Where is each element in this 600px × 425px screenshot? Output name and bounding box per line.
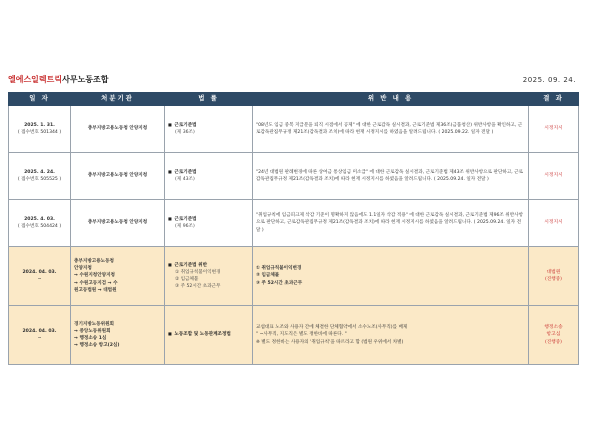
cell-agency xyxy=(71,306,165,365)
square-bullet-icon: ■ xyxy=(168,121,172,127)
cell-date xyxy=(9,153,71,200)
case-number: ( 접수번호 505525 ) xyxy=(17,177,62,182)
case-number: ( 접수번호 504424 ) xyxy=(17,224,62,229)
date-range-mark: ~ xyxy=(37,336,42,341)
date-text: 2025. 1. 31. xyxy=(24,122,55,128)
table-row xyxy=(9,200,579,247)
column-header-result: 결 과 xyxy=(529,93,579,106)
column-header-date: 일 자 xyxy=(9,93,71,106)
column-header-law: 법 률 xyxy=(165,93,253,106)
cell-result xyxy=(529,306,579,365)
agency-line: 충부지방고용노동청 xyxy=(74,259,114,265)
law-item: 근로기준법 위반 xyxy=(174,262,208,268)
document-date: 2025. 09. 24. xyxy=(522,76,576,84)
cell-violation: "24년 대법원 판례변경에 따른 상여금 통상임금 미소급" 에 대한 근로감독 실시결과, 근로기준법 제43조 위반사항으로 판단하고, 근로감독관집무규정 제21조(감독결과 조치)에 따라 현재 시정지시를 하였음을 알려드립니다. ( 2025.09.24. 일자 전달 ) xyxy=(253,153,529,200)
case-number: ( 접수번호 501344 ) xyxy=(17,130,62,135)
agency-line: 원고등법원 → 대법원 xyxy=(74,287,117,293)
cell-law xyxy=(165,200,253,247)
square-bullet-icon: ■ xyxy=(168,215,172,221)
violation-item: ① 취업규칙불이익변경 xyxy=(256,266,302,272)
cell-date xyxy=(9,200,71,247)
violation-item: ② 임금체불 xyxy=(256,273,280,279)
org-name-prefix: 엘에스일렉트릭 xyxy=(8,75,63,84)
law-article: (제 43조) xyxy=(175,177,195,182)
cell-violation xyxy=(253,306,529,365)
agency-line: 안양지청 xyxy=(74,266,92,272)
cell-result xyxy=(529,247,579,306)
cell-violation: "08년도 임금 중복 지급분을 퇴직 시점에서 공제" 에 대한 근로감독 실시결과, 근로기준법 제36조(금품청산) 위반사항을 확인하고, 근로감독관집무규정 제21조(감독결과 조치)에 따라 현재 시정지시를 하였음을 알려드립니다. ( 2025.09.22. 일자 전달 ) xyxy=(253,106,529,153)
law-item: ② 임금체불 xyxy=(175,277,199,282)
column-header-agency: 처분기관 xyxy=(71,93,165,106)
law-item: ① 취업규칙불이익변경 xyxy=(175,269,221,275)
law-name: 근로기준법 xyxy=(174,169,197,175)
cell-agency: 충부지방고용노동청 안양지청 xyxy=(71,200,165,247)
cell-result: 시정지시 xyxy=(529,153,579,200)
violation-item: 교섭대표 노조와 사용자 간에 체결한 단체협약에서 소수노조(사무직)를 배제 xyxy=(256,325,408,331)
law-name: 근로기준법 xyxy=(174,122,197,128)
cell-law xyxy=(165,306,253,365)
violation-item: ③ 주 52시간 초과근무 xyxy=(256,280,303,286)
law-name: 노동조합 및 노동관계조정법 xyxy=(174,332,231,338)
table-row xyxy=(9,306,579,365)
agency-line: → 수원고등지검 → 수 xyxy=(74,280,118,286)
result-status: (진행중) xyxy=(545,339,562,345)
date-text: 2025. 4. 03. xyxy=(24,216,55,222)
cell-result: 시정지시 xyxy=(529,106,579,153)
result-status: (진행중) xyxy=(545,277,562,283)
table-row xyxy=(9,153,579,200)
cell-violation xyxy=(253,247,529,306)
org-title xyxy=(8,74,108,85)
date-text: 2024. 04. 03. xyxy=(22,328,57,334)
cell-date xyxy=(9,247,71,306)
cell-law xyxy=(165,247,253,306)
agency-line: → 행정소송 1심 xyxy=(74,336,107,341)
cell-violation: "취업규칙에 임금피크제 삭감 기준이 명확하지 않음에도 1.1일자 삭감 적용" 에 대한 근로감독 실시결과, 근로기준법 제96조 위반사항으로 판단하고, 근로감독관집무규정 제21조(감독결과 조치)에 따라 현재 시정지시를 하였음을 알려드립니다. ( 2025.09.24. 일자 전달 ) xyxy=(253,200,529,247)
cell-date xyxy=(9,106,71,153)
law-article: (제 96조) xyxy=(175,224,195,229)
agency-line: → 중앙노동위원회 xyxy=(74,328,111,334)
violation-item: ※ 별도 정한바는 사용자의 '취업규칙'을 따르라고 함 (법원 우위에서 차별) xyxy=(256,339,404,345)
agency-line: → 수원지청안양지청 xyxy=(74,273,115,279)
date-range-mark: ~ xyxy=(37,277,42,282)
law-item: ③ 주 52시간 초과근무 xyxy=(175,284,221,290)
org-name-suffix: 사무노동조합 xyxy=(62,75,109,84)
agency-line: 경기지방노동위원회 xyxy=(74,321,114,327)
table-row xyxy=(9,106,579,153)
law-name: 근로기준법 xyxy=(174,216,197,222)
square-bullet-icon: ■ xyxy=(168,331,172,337)
law-article: (제 36조) xyxy=(175,130,195,135)
cell-agency: 충부지방고용노동청 안양지청 xyxy=(71,106,165,153)
table-row xyxy=(9,247,579,306)
table-header-row xyxy=(9,93,579,106)
cell-law xyxy=(165,153,253,200)
square-bullet-icon: ■ xyxy=(168,261,172,267)
column-header-violation: 위 반 내 용 xyxy=(253,93,529,106)
date-text: 2025. 4. 24. xyxy=(24,169,55,175)
square-bullet-icon: ■ xyxy=(168,168,172,174)
agency-line: → 행정소송 항고(2심) xyxy=(74,343,120,349)
cell-date xyxy=(9,306,71,365)
result-text: 대법원 xyxy=(546,269,561,275)
result-text: 행정소송 xyxy=(544,325,563,331)
date-text: 2024. 04. 03. xyxy=(22,269,57,275)
cell-agency xyxy=(71,247,165,306)
cell-result: 시정지시 xyxy=(529,200,579,247)
result-text-line2: 항고심 xyxy=(546,332,561,338)
violations-table xyxy=(8,92,579,365)
cell-law xyxy=(165,106,253,153)
violation-item: " ~사무직, 지도직은 별도 정한바에 따른다. " xyxy=(256,332,347,338)
cell-agency: 충부지방고용노동청 안양지청 xyxy=(71,153,165,200)
